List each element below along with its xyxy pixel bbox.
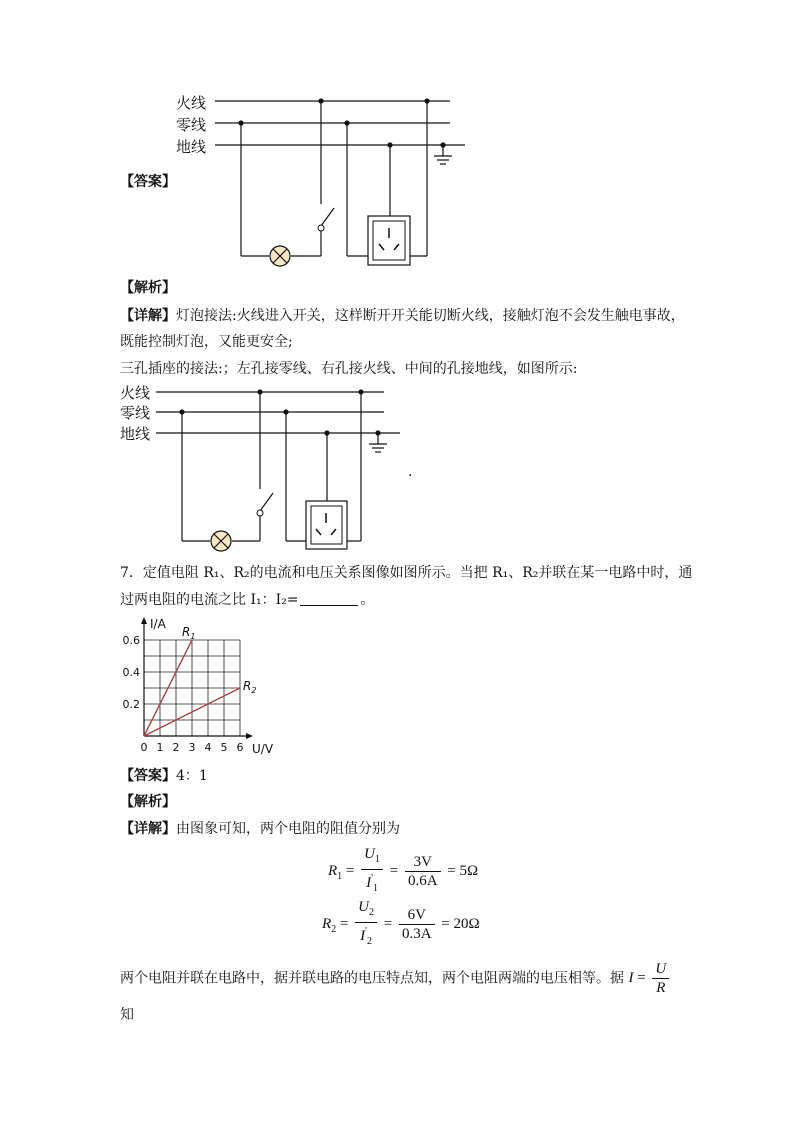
answer-blank [300, 591, 358, 606]
socket-icon [368, 216, 410, 265]
neutral-wire-label-2: 零线 [120, 404, 151, 422]
x-tick-label: 5 [220, 741, 228, 754]
detail-text-1a: 灯泡接法:火线进入开关，这样断开开关能切断火线，接触灯泡不会发生触电事故， [176, 308, 685, 324]
neutral-wire-label: 零线 [176, 116, 207, 134]
x-tick-label: 6 [236, 741, 244, 754]
detail-text-2b: 两个电阻并联在电路中，据并联电路的电压特点知，两个电阻两端的电压相等。据 [120, 970, 624, 987]
x-tick-label: 4 [204, 741, 212, 754]
detail-text-1c: 三孔插座的接法:；左孔接零线、右孔接火线、中间的孔接地线，如图所示: [120, 361, 578, 377]
question7-line1: 7．定值电阻 R₁、R₂的电流和电压关系图像如图所示。当把 R₁、R₂并联在某一电路中时，通 [120, 565, 693, 581]
answer-circuit-diagram [118, 380, 428, 558]
lamp-icon [270, 246, 290, 266]
detail-label-2: 【详解】 [120, 821, 176, 837]
chart-axes [141, 617, 253, 739]
eq1-fraction-symbolic: $\frac{U_1}{I'_1}$ [361, 845, 383, 898]
question7-line2 [120, 590, 374, 610]
x-axis-arrow [246, 733, 253, 739]
y-axis-label: I/A [150, 617, 166, 631]
equation-r1: $R_1$ = $\frac{U_1}{I'_1}$ = $\frac{3V}{0.6A}$ = 5Ω [328, 845, 478, 898]
switch-contact-2 [257, 510, 263, 516]
iu-chart [118, 612, 288, 760]
inline-formula: I = $\frac{U}{R}$ [628, 960, 672, 997]
lamp-icon-2 [211, 531, 231, 551]
x-tick-label: 1 [156, 741, 164, 754]
eq2-fraction-numeric: $\frac{6V}{0.3A}$ [399, 906, 435, 943]
series-label-r2: $R_2$ [243, 679, 257, 695]
answer-label-2: 【答案】 [120, 768, 176, 784]
answer-row-2 [120, 766, 208, 786]
analysis-label-2: 【解析】 [120, 794, 176, 810]
question7-line2-end: 。 [360, 592, 375, 608]
switch-contact [318, 225, 324, 231]
x-axis-label: U/V [252, 742, 274, 756]
x-tick-label: 3 [188, 741, 196, 754]
y-tick-label: 0.6 [122, 634, 140, 647]
detail-text-2c: 知 [120, 1007, 134, 1023]
ground-wire-label: 地线 [176, 138, 207, 156]
detail-paragraph-1a [120, 306, 685, 326]
detail-paragraph-2a [120, 819, 400, 839]
y-tick-label: 0.2 [122, 698, 140, 711]
y-tick-label: 0.4 [122, 666, 140, 679]
live-wire-label: 火线 [176, 94, 207, 112]
switch-blade [321, 208, 334, 226]
y-axis-arrow [141, 617, 147, 624]
detail-text-2a: 由图象可知，两个电阻的阻值分别为 [176, 821, 400, 837]
answer-label-1: 【答案】 [120, 174, 176, 190]
eq1-fraction-numeric: $\frac{3V}{0.6A}$ [405, 853, 441, 890]
answer-value-2: 4：1 [176, 768, 208, 784]
ground-wire-label-2: 地线 [120, 425, 151, 443]
live-wire-label-2: 火线 [120, 384, 151, 402]
x-tick-label: 2 [172, 741, 180, 754]
series-label-r1: $R_1$ [182, 625, 196, 641]
equation-r2: $R_2$ = $\frac{U_2}{I'_2}$ = $\frac{6V}{0.3A}$ = 20Ω [322, 898, 480, 951]
detail-text-1b: 既能控制灯泡，又能更安全; [120, 334, 293, 350]
chart-grid [144, 640, 240, 736]
detail-label-1: 【详解】 [120, 308, 176, 324]
socket-icon-2 [306, 501, 347, 549]
detail-paragraph-2b [120, 960, 672, 997]
trailing-mark: . [408, 464, 413, 480]
analysis-label-1: 【解析】 [120, 280, 176, 296]
eq2-fraction-symbolic: $\frac{U_2}{I'_2}$ [355, 898, 377, 951]
question7-line2-text: 过两电阻的电流之比 I₁：I₂= [120, 592, 299, 608]
top-circuit-diagram [170, 88, 470, 273]
x-tick-label: 0 [140, 741, 148, 754]
